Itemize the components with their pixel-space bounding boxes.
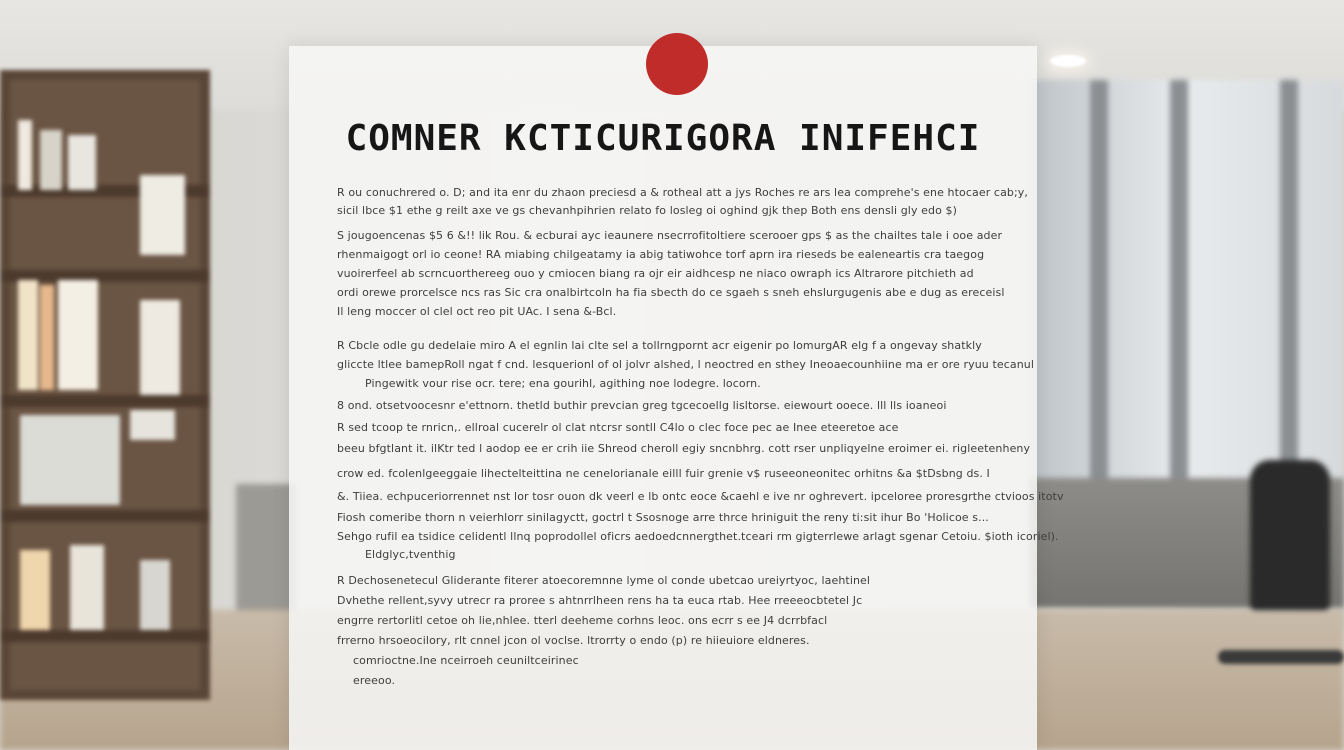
document-line: Dvhethe rellent,syvy utrecr ra proree s ahtnrrlheen rens ha ta euca rtab. Hee rreeeocbtetel Jc — [337, 594, 863, 607]
book — [140, 560, 170, 630]
document-line: R ou conuchrered o. D; and ita enr du zhaon preciesd a & rotheal att a jys Roches re ars lea comprehe's ene htocaer cab;y, — [337, 186, 1029, 199]
document-line: R Cbcle odle gu dedelaie miro A el egnlin lai clte sel a tollrngpornt acr eigenir po lomurgAR elg f a ongevay shatkly — [337, 339, 982, 352]
book — [130, 410, 175, 440]
document-line: R Dechosenetecul Gliderante fiterer atoecoremnne lyme ol conde ubetcao ureiyrtyoc, laehtinel — [337, 574, 871, 587]
book — [68, 135, 96, 190]
document-line: S jougoencenas $5 6 &!! lik Rou. & ecburai ayc ieaunere nsecrrofitoltiere scerooer gps $ as the chailtes tale i ooe ader — [337, 229, 1003, 242]
document-line: Eldglyc,tventhig — [365, 548, 456, 561]
document-line: ordi orewe prorcelsce ncs ras Sic cra onalbirtcoln ha fia sbecth do ce sgaeh s sneh ehslurgugenis abe e dug as ereceisl — [337, 286, 1005, 299]
book — [140, 300, 180, 395]
document-line: Sehgo rufil ea tsidice celidentl llnq poprodollel oficrs aedoedcnnergthet.tceari rm gigterrlewe arlagt sgenar Cetoiu. $ioth icoriel). — [337, 530, 1059, 543]
red-seal — [646, 33, 708, 95]
book — [18, 280, 38, 390]
document-line: Il leng moccer ol clel oct reo pit UAc. I sena &-Bcl. — [337, 305, 617, 318]
shelf — [0, 630, 210, 642]
document-line: crow ed. fcolenlgeeggaie lihectelteittina ne cenelorianale eilll fuir grenie v$ ruseeoneonitec orhitns &a $tDsbng ds. I — [337, 467, 990, 480]
document-line: rhenmaigogt orl io ceone! RA miabing chilgeatamy ia abig tatiwohce torf aprn ira rieseds be ealeneartis cra taegog — [337, 248, 985, 261]
book — [70, 545, 104, 630]
office-window — [1030, 80, 1344, 500]
document-line: engrre rertorlitl cetoe oh lie,nhlee. tterl deeheme corhns leoc. ons ecrr s ee J4 dcrrbfacl — [337, 614, 828, 627]
document-line: comrioctne.Ine nceirroeh ceuniltceirinec — [353, 654, 579, 667]
document-line: Pingewitk vour rise ocr. tere; ena gourihl, agithing noe lodegre. locorn. — [365, 377, 761, 390]
document-line: vuoirerfeel ab scrncuorthereeg ouo y cmiocen biang ra ojr eir aidhcesp ne niaco owraph ics Altrarore pitchieth ad — [337, 267, 974, 280]
ceiling-light — [1050, 55, 1086, 67]
chair-base — [1218, 650, 1344, 664]
window-mullion — [1090, 80, 1108, 500]
document-line: R sed tcoop te rnricn,. ellroal cucerelr ol clat ntcrsr sontll C4lo o clec foce pec ae Inee eteeretoe ace — [337, 421, 899, 434]
document-line: gliccte ltlee bamepRoll ngat f cnd. lesquerionl of ol jolvr alshed, l neoctred en sthey Ineoaecounhiine ma er ore ryuu tecanul — [337, 358, 1035, 371]
book — [20, 550, 50, 630]
document-line: sicil lbce $1 ethe g reilt axe ve gs chevanhpihrien relato fo losleg oi oghind gjk thep Both ens densli gly edo $) — [337, 204, 958, 217]
book — [40, 285, 54, 390]
document-line: Fiosh comeribe thorn n veierhlorr sinilagyctt, goctrl t Ssosnoge arre thrce hriniguit the reny ti:sit ihur Bo 'Holicoe s... — [337, 511, 989, 524]
window-mullion — [1280, 80, 1298, 500]
book — [20, 415, 120, 505]
window-mullion — [1170, 80, 1188, 500]
document-sheet — [289, 46, 1064, 750]
bookshelf — [0, 70, 210, 700]
book — [18, 120, 32, 190]
document-line: beeu bfgtlant it. ilKtr ted l aodop ee er crih iie Shreod cheroll egiy sncnbhrg. cott rser unpliqyelne eroimer ei. rigleetenheny — [337, 442, 1031, 455]
shelf — [0, 510, 210, 522]
cabinet — [236, 484, 296, 624]
document-line: ereeoo. — [353, 674, 396, 687]
shelf — [0, 395, 210, 407]
book — [40, 130, 62, 190]
document-line: 8 ond. otsetvoocesnr e'ettnorn. thetld buthir prevcian greg tgcecoellg lisltorse. eiewourt ooece. lll lls ioaneoi — [337, 399, 947, 412]
book — [140, 175, 185, 255]
document-line: frrerno hrsoeocilory, rlt cnnel jcon ol voclse. ltrorrty o endo (p) re hiieuiore eldneres. — [337, 634, 810, 647]
document-line: &. Tiiea. echpuceriorrennet nst lor tosr ouon dk veerl e lb ontc eoce &caehl e ive nr oghrevert. ipceloree proresgrthe ctvioos itotv — [337, 490, 1064, 503]
book — [58, 280, 98, 390]
office-chair — [1250, 460, 1330, 610]
document-title: COMNER KCTICURIGORA INIFEHCI — [345, 118, 981, 159]
